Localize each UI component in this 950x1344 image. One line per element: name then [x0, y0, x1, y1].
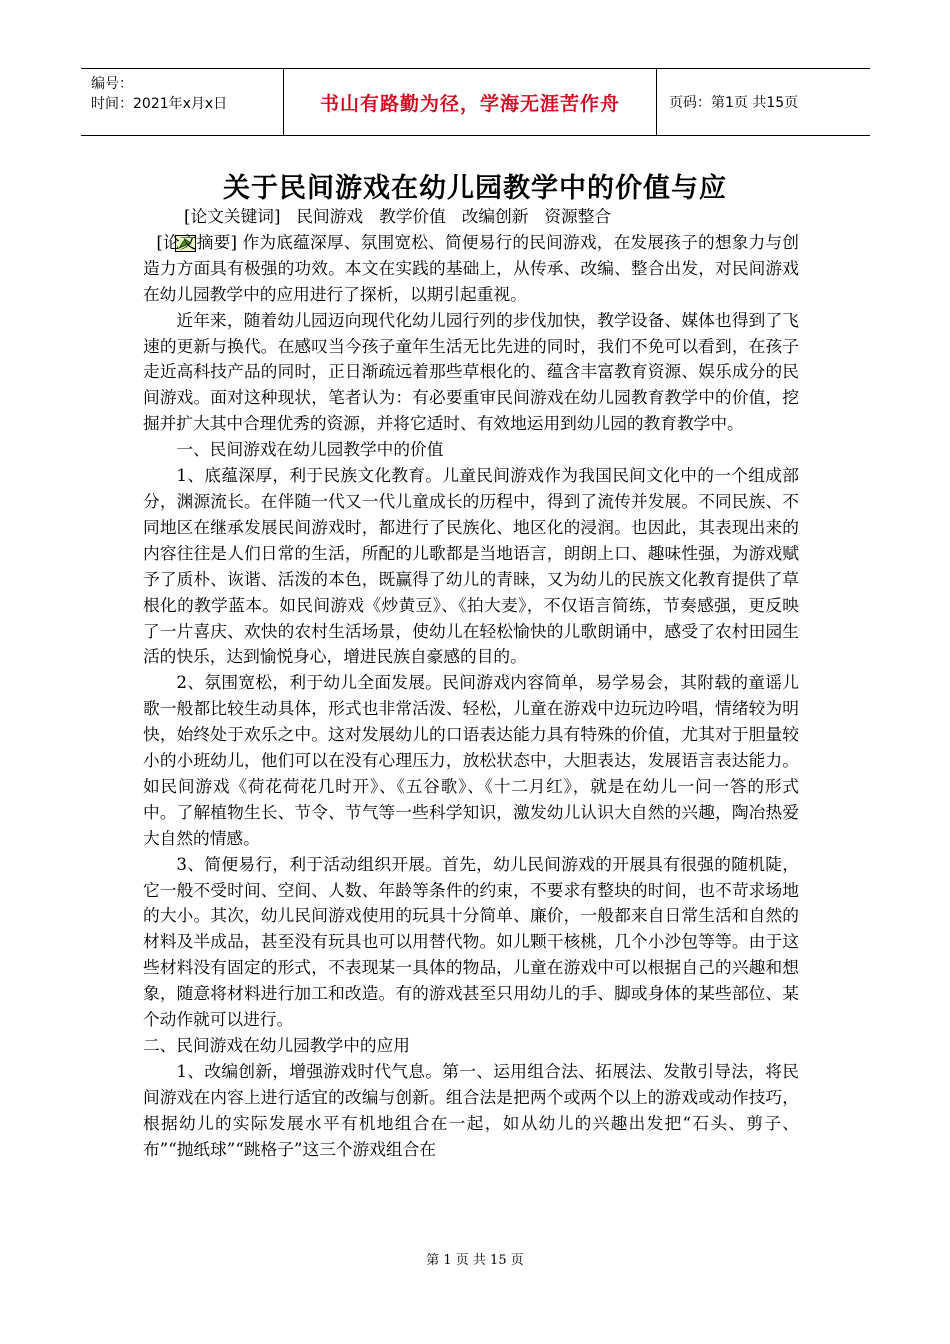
- header-motto: 书山有路勤为径，学海无涯苦作舟: [319, 92, 620, 115]
- paragraph-value-2: 2、氛围宽松，利于幼儿全面发展。民间游戏内容简单，易学易会，其附载的童谣儿歌一般都比较生动具体，形式也非常活泼、轻松，儿童在游戏中边玩边吟唱，情绪较为明快，始终处于欢乐之中。这对发展幼儿的口语表达能力具有特殊的价值，尤其对于胆量较小的小班幼儿，他们可以在没有心理压力，放松状态中，大胆表达，发展语言表达能力。如民间游戏《荷花荷花几时开》、《五谷歌》、《十二月红》，就是在幼儿一问一答的形式中。了解植物生长、节令、节气等一些科学知识，激发幼儿认识大自然的兴趣，陶冶热爱大自然的情感。: [143, 672, 799, 848]
- section-heading-1: 一、民间游戏在幼儿园教学中的价值: [176, 439, 444, 460]
- page-footer: 第 1 页 共 15 页: [426, 1253, 524, 1268]
- paragraph-value-3: 3、简便易行，利于活动组织开展。首先，幼儿民间游戏的开展具有很强的随机陡，它一般不受时间、空间、人数、年龄等条件的约束，不要求有整块的时间，也不苛求场地的大小。其次，幼儿民间游戏使用的玩具十分简单、廉价，一般都来自日常生活和自然的材料及半成品，甚至没有玩具也可以用替代物。如儿颗干核桃，几个小沙包等等。由于这些材料没有固定的形式，不表现某一具体的物品，儿童在游戏中可以根据自己的兴趣和想象，随意将材料进行加工和改造。有的游戏甚至只用幼儿的手、脚或身体的某些部位、某个动作就可以进行。: [143, 853, 799, 1030]
- header-table: [81, 68, 870, 136]
- header-page-cell: [657, 69, 870, 135]
- document-number-label: 编号：: [91, 76, 133, 92]
- header-page-info: 页码：第1页 共15页: [669, 95, 799, 111]
- keywords-line: [143, 204, 799, 230]
- document-date: 时间：2021年x月x日: [91, 96, 228, 112]
- header-meta: [81, 69, 283, 135]
- document-body: [143, 204, 799, 1163]
- document-title: 关于民间游戏在幼儿园教学中的价值与应: [223, 173, 727, 204]
- paragraph-application-1: 1、改编创新，增强游戏时代气息。第一、运用组合法、拓展法、发散引导法，将民间游戏在内容上进行适宜的改编与创新。组合法是把两个或两个以上的游戏或动作技巧，根据幼儿的实际发展水平有机地组合在一起，如从幼儿的兴趣出发把“石头、剪子、布”“抛纸球”“跳格子”这三个游戏组合在: [143, 1060, 799, 1159]
- header-motto-cell: [283, 69, 657, 135]
- paragraph-value-1: 1、底蕴深厚，利于民族文化教育。儿童民间游戏作为我国民间文化中的一个组成部分，渊源流长。在伴随一代又一代儿童成长的历程中，得到了流传并发展。不同民族、不同地区在继承发展民间游戏时，都进行了民族化、地区化的浸润。也因此，其表现出来的内容往往是人们日常的生活，所配的儿歌都是当地语言，朗朗上口、趣味性强，为游戏赋予了质朴、诙谐、活泼的本色，既赢得了幼儿的青睐，又为幼儿的民族文化教育提供了草根化的教学蓝本。如民间游戏《炒黄豆》、《拍大麦》，不仅语言简练，节奏感强，更反映了一片喜庆、欢快的农村生活场景，使幼儿在轻松愉快的儿歌朗诵中，感受了农村田园生活的快乐，达到愉悦身心，增进民族自豪感的目的。: [143, 465, 799, 667]
- keyword-bullet-icon: [143, 208, 164, 225]
- keywords-text: [论文关键词] 民间游戏 教学价值 改编创新 资源整合: [184, 206, 612, 226]
- section-heading-2: 二、民间游戏在幼儿园教学中的应用: [143, 1035, 410, 1055]
- intro-paragraph: 近年来，随着幼儿园迈向现代化幼儿园行列的步伐加快，教学设备、媒体也得到了飞速的更新与换代。在感叹当今孩子童年生活无比先进的同时，我们不免可以看到，在孩子走近高科技产品的同时，正日渐疏远着那些草根化的、蕴含丰富教育资源、娱乐成分的民间游戏。面对这种现状，笔者认为：有必要重审民间游戏在幼儿园教育教学中的价值，挖掘并扩大其中合理优秀的资源，并将它适时、有效地运用到幼儿园的教育教学中。: [143, 309, 799, 434]
- abstract-paragraph: [论文摘要] 作为底蕴深厚、氛围宽松、简便易行的民间游戏，在发展孩子的想象力与创造力方面具有极强的功效。本文在实践的基础上，从传承、改编、整合出发，对民间游戏在幼儿园教学中的应用进行了探析，以期引起重视。: [143, 231, 799, 304]
